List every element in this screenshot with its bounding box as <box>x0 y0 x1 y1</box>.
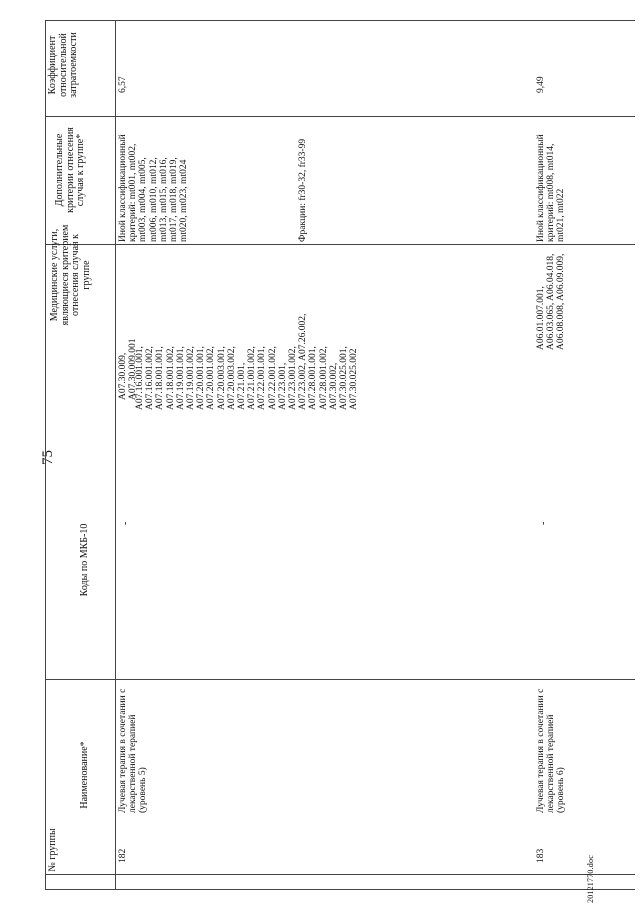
row-183-coefficient: 9,49 <box>536 76 546 93</box>
row-183-services: A06.01.007.001, A06.03.065, A06.04.018, A06.08.008, A06.09.009, <box>536 253 567 350</box>
table-right-border <box>45 20 635 21</box>
header-extra-criteria: Дополнительные критерии отнесения случая к группе* <box>54 127 86 213</box>
header-coefficient: Коэффициент относительной затратоемкости <box>47 32 79 98</box>
header-group-no: № группы <box>47 828 58 872</box>
table-header-bottom-border <box>115 20 116 890</box>
row-182-extra-criteria: Иной классификационный критерий: mt001, mt002, mt003, mt004, mt005, mt006, mt010, mt012, mt013, mt015, mt016, mt017, mt018, mt019, mt020, mt023, mt024 <box>118 134 190 242</box>
table-top-border <box>45 20 46 890</box>
row-183-group-no: 183 <box>536 848 546 863</box>
col-sep-group-no <box>45 874 635 875</box>
header-icd-codes: Коды по МКБ-10 <box>79 523 90 597</box>
document-id: 20121770.doc <box>586 855 595 903</box>
row-183-extra-criteria: Иной классификационный критерий: mt008, mt014, mt021, mt022 <box>536 134 567 242</box>
row-182-fractions: Фракции: fr30-32, fr33-99 <box>298 138 308 242</box>
header-name: Наименование* <box>79 741 90 809</box>
row-183-name: Лучевая терапия в сочетании с лекарственной терапией (уровень 6) <box>536 688 567 813</box>
row-182-services: A07.30.009, A07.30.009.001 <box>118 338 139 400</box>
row-182-icd-codes: - <box>120 521 131 525</box>
table-left-border <box>45 889 635 890</box>
page-number: 75 <box>40 450 56 465</box>
header-services: Медицинские услуги, являющиеся критерием отнесения случая к группе <box>49 224 92 326</box>
row-182-group-no: 182 <box>118 848 128 863</box>
services-continuation: A07.16.001.001, A07.16.001.002, A07.18.001.001, A07.18.001.002, A07.19.001.001, A07.19.001.002, A07.20.001.001, A07.20.001.002, A07.20.003.001, A07.20.003.002, A07.21.001, A07.21.001.002, A07.22.001.001, A07.22.001.002, A07.23.001, A07.23.001.002, A07.23.002, A07.26.002, A07.28.001.001, A07.28.001.002, A07.30.002, A07.30.025.001, A07.30.025.002 <box>135 313 360 410</box>
row-182-coefficient: 6,57 <box>118 76 128 93</box>
row-182-name: Лучевая терапия в сочетании с лекарственной терапией (уровень 5) <box>118 688 149 813</box>
row-183-icd-codes: - <box>538 521 549 525</box>
